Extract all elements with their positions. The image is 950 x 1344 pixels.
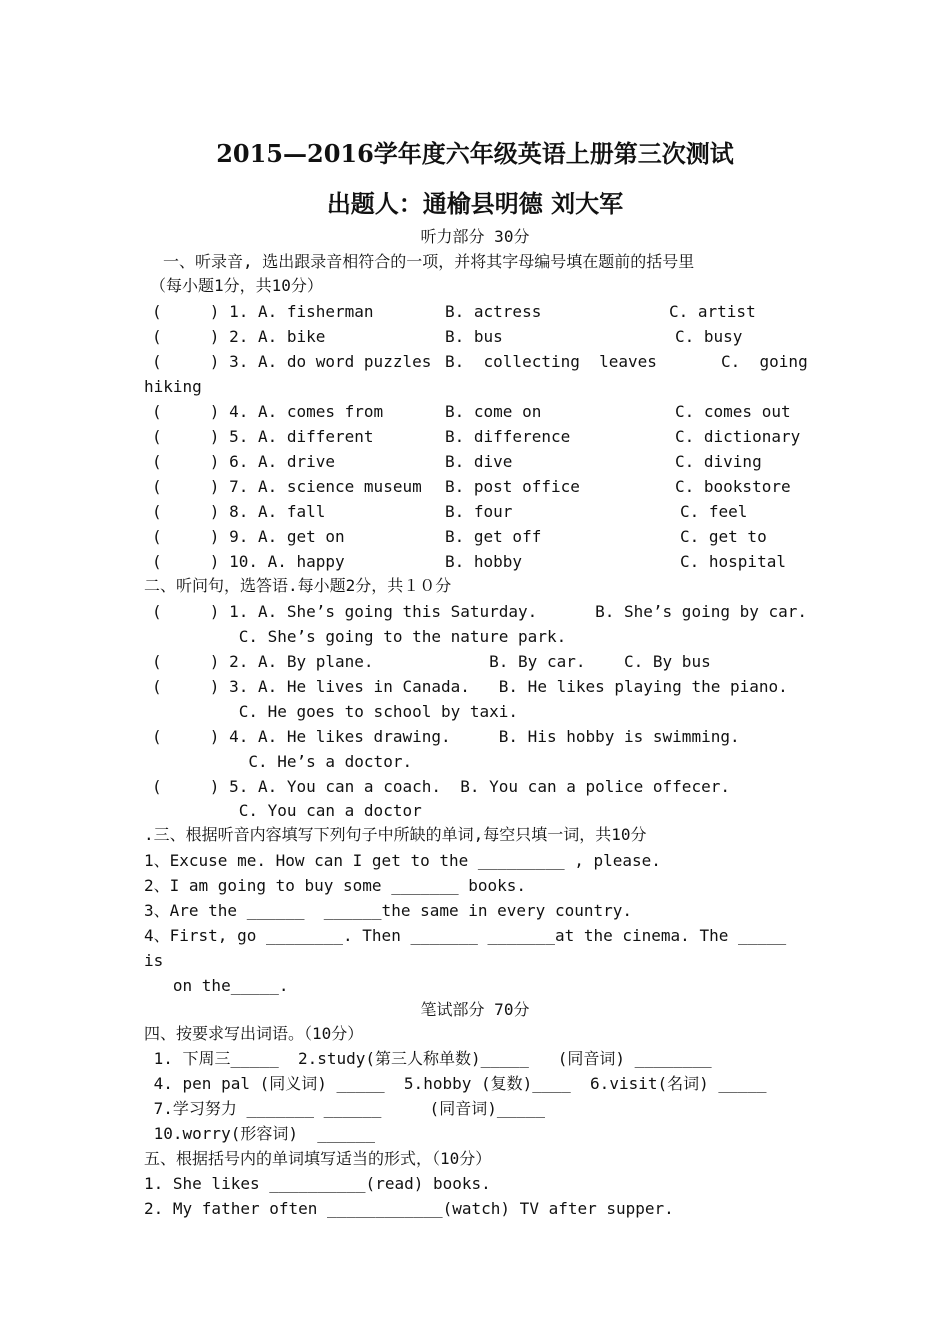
part5-line: 2. My father often ____________(watch) TV after supper.	[144, 1199, 674, 1218]
q7-option-c: C. bookstore	[675, 477, 791, 496]
q4-option-b: B. come on	[445, 402, 542, 421]
q5-option-c: C. dictionary	[675, 427, 801, 446]
q6-option-a: ( ) 6. A. drive	[152, 452, 336, 471]
exam-author: 出题人：通榆县明德 刘大军	[326, 189, 624, 218]
part5-line: 1. She likes __________(read) books.	[144, 1174, 491, 1193]
q10-option-b: B. hobby	[445, 552, 523, 571]
q2-option-c: C. busy	[675, 327, 743, 346]
exam-title: 2015—2016学年度六年级英语上册第三次测试	[216, 139, 734, 168]
q1-option-a: ( ) 1. A. fisherman	[152, 302, 374, 321]
part4-line: 4. pen pal (同义词) _____ 5.hobby (复数)____ 6.visit(名词) _____	[144, 1074, 767, 1093]
part1-instruction: 一、听录音, 选出跟录音相符合的一项，并将其字母编号填在题前的括号里	[163, 252, 695, 271]
q5-option-a: ( ) 5. A. different	[152, 427, 374, 446]
q6-option-c: C. diving	[675, 452, 762, 471]
part3-line: 4、First, go ________. Then _______ _______at the cinema. The _____	[144, 926, 787, 945]
part2-line: ( ) 4. A. He likes drawing. B. His hobby is swimming.	[152, 727, 740, 746]
part4-line: 7.学习努力 _______ ______ (同音词)_____	[144, 1099, 545, 1118]
part4-line: 10.worry(形容词) ______	[144, 1124, 376, 1143]
part2-line: C. He goes to school by taxi.	[152, 702, 519, 721]
q8-option-c: C. feel	[680, 502, 748, 521]
q7-option-a: ( ) 7. A. science museum	[152, 477, 422, 496]
part3-line: on the_____.	[144, 976, 289, 995]
part4-instruction: 四、按要求写出词语。（10分）	[144, 1024, 364, 1043]
part2-instruction: 二、听问句，选答语.每小题2分，共１０分	[144, 576, 452, 595]
part2-line: ( ) 2. A. By plane. B. By car. C. By bus	[152, 652, 711, 671]
q2-option-b: B. bus	[445, 327, 503, 346]
part2-line: ( ) 5. A. You can a coach. B. You can a police offecer.	[152, 777, 730, 796]
q3-option-b: B. collecting leaves	[445, 352, 657, 371]
q2-option-a: ( ) 2. A. bike	[152, 327, 326, 346]
q3-option-a: ( ) 3. A. do word puzzles	[152, 352, 432, 371]
q5-option-b: B. difference	[445, 427, 571, 446]
part2-line: C. She’s going to the nature park.	[152, 627, 567, 646]
part3-instruction: .三、根据听音内容填写下列句子中所缺的单词,每空只填一词，共10分	[144, 825, 647, 844]
part3-line: 2、I am going to buy some _______ books.	[144, 876, 527, 895]
q3-option-c: C. going	[721, 352, 808, 371]
part2-line: ( ) 3. A. He lives in Canada. B. He likes playing the piano.	[152, 677, 788, 696]
part3-line: 1、Excuse me. How can I get to the _________ , please.	[144, 851, 661, 870]
part2-line: ( ) 1. A. She’s going this Saturday. B. She’s going by car.	[152, 602, 808, 621]
q3-wrap: hiking	[144, 377, 202, 396]
q8-option-b: B. four	[445, 502, 513, 521]
q6-option-b: B. dive	[445, 452, 513, 471]
part2-line: C. You can a doctor	[152, 801, 422, 820]
q10-option-c: C. hospital	[680, 552, 786, 571]
q8-option-a: ( ) 8. A. fall	[152, 502, 326, 521]
part1-instruction-cont: （每小题1分，共10分）	[150, 276, 323, 295]
listening-heading: 听力部分 30分	[420, 227, 530, 246]
q7-option-b: B. post office	[445, 477, 580, 496]
q4-option-c: C. comes out	[675, 402, 791, 421]
q9-option-a: ( ) 9. A. get on	[152, 527, 345, 546]
q10-option-a: ( ) 10. A. happy	[152, 552, 345, 571]
q4-option-a: ( ) 4. A. comes from	[152, 402, 384, 421]
writing-heading: 笔试部分 70分	[420, 1000, 530, 1019]
q1-option-b: B. actress	[445, 302, 542, 321]
q9-option-c: C. get to	[680, 527, 767, 546]
q1-option-c: C. artist	[669, 302, 756, 321]
q9-option-b: B. get off	[445, 527, 542, 546]
part3-line: is	[144, 951, 164, 970]
part2-line: C. He’s a doctor.	[152, 752, 413, 771]
part5-instruction: 五、根据括号内的单词填写适当的形式，（10分）	[144, 1149, 492, 1168]
part4-line: 1. 下周三_____ 2.study(第三人称单数)_____ (同音词) ________	[144, 1049, 712, 1068]
part3-line: 3、Are the ______ ______the same in every country.	[144, 901, 633, 920]
